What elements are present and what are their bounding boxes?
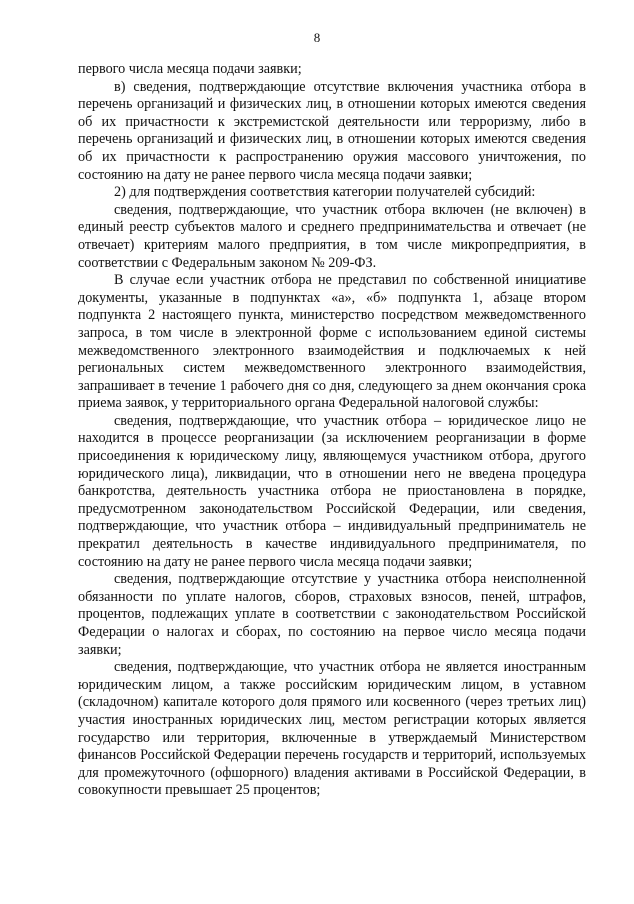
document-body	[78, 61, 586, 800]
paragraph: в) сведения, подтверждающие отсутствие включения участника отбора в перечень организаций и физических лиц, в отношении которых имеются сведения об их причастности к экстремистской деятельности или терроризму, либо в перечень организаций и физических лиц, в отношении которых имеются сведения об их причастности к распространению оружия массового уничтожения, по состоянию на дату не ранее первого числа месяца подачи заявки;	[78, 78, 586, 183]
paragraph: первого числа месяца подачи заявки;	[78, 61, 302, 77]
paragraph: 2) для подтверждения соответствия категории получателей субсидий:	[114, 184, 536, 201]
paragraph: сведения, подтверждающие отсутствие у участника отбора неисполненной обязанности по уплате налогов, сборов, страховых взносов, пеней, штрафов, процентов, подлежащих уплате в соответствии с законодательством Российской Федерации о налогах и сборах, по состоянию на первое число месяца подачи заявки;	[78, 571, 586, 658]
paragraph: В случае если участник отбора не представил по собственной инициативе документы, указанные в подпунктах «а», «б» подпункта 1, абзаце втором подпункта 2 настоящего пункта, министерство посредством межведомственного запроса, в том числе в электронной форме с использованием единой системы межведомственного электронного взаимодействия и подключаемых к ней региональных систем межведомственного электронного взаимодействия, запрашивает в течение 1 рабочего дня со дня, следующего за днем окончания срока приема заявок, у территориального органа Федеральной налоговой службы:	[78, 272, 586, 412]
page-number: 8	[313, 30, 321, 45]
paragraph: сведения, подтверждающие, что участник отбора не является иностранным юридическим лицом, а также российским юридическим лицом, в уставном (складочном) капитале которого доля прямого или косвенного (через третьих лиц) участия иностранных юридических лиц, местом регистрации которых является государство или территория, включенные в утверждаемый Министерством финансов Российской Федерации перечень государств и территорий, используемых для промежуточного (офшорного) владения активами в Российской Федерации, в совокупности превышает 25 процентов;	[78, 659, 586, 799]
paragraph: сведения, подтверждающие, что участник отбора – юридическое лицо не находится в процессе реорганизации (за исключением реорганизации в форме присоединения к юридическому лицу, являющемуся участником отбора, другого юридического лица), ликвидации, что в отношении него не введена процедура банкротства, деятельность участника отбора не приостановлена в порядке, предусмотренном законодательством Российской Федерации, или сведения, подтверждающие, что участник отбора – индивидуальный предприниматель не прекратил деятельность в качестве индивидуального предпринимателя, по состоянию на дату не ранее первого числа месяца подачи заявки;	[78, 412, 586, 570]
paragraph: сведения, подтверждающие, что участник отбора включен (не включен) в единый реестр субъектов малого и среднего предпринимательства и отвечает (не отвечает) критериям малого предприятия, в том числе микропредприятия, в соответствии с Федеральным законом № 209-ФЗ.	[78, 201, 586, 271]
